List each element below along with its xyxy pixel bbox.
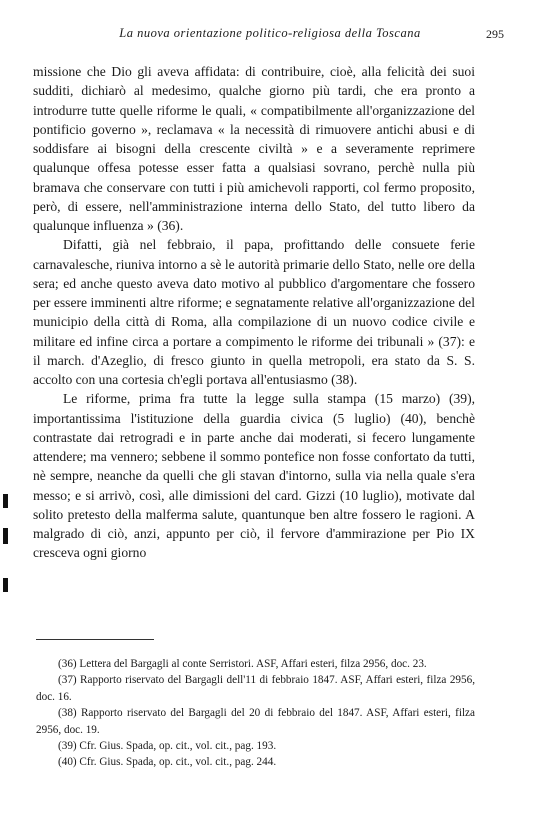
paragraph-continuation: missione che Dio gli aveva affidata: di contribuire, cioè, alla felicità dei suoi sudditi, dichiarò al medesimo, qualche giorno più tardi, che era pronto a introdurre tutte quelle riforme le quali, « compatibilmente all'organizzazione del pontificio governo », reclamava « la necessità di rimuovere antichi abusi e di soddisfare ai bisogni della crescente civiltà » e a severamente reprimere qualunque offesa potesse esser fatta a qualsiasi sovrano, perchè nulla più bramava che conservare con tutti i più amichevoli rapporti, col fermo proposito, però, di essere, nell'amministrazione interna dello Stato, del tutto libero da qualunque influenza » (36).	[33, 64, 475, 233]
footnote: (38) Rapporto riservato del Bargagli del 20 di febbraio del 1847. ASF, Affari esteri, filza 2956, doc. 19.	[36, 707, 475, 736]
footnote: (40) Cfr. Gius. Spada, op. cit., vol. cit., pag. 244.	[58, 756, 277, 769]
footnote: (37) Rapporto riservato del Bargagli dell'11 di febbraio 1847. ASF, Affari esteri, filza 2956, doc. 16.	[36, 674, 475, 703]
margin-scan-mark	[3, 494, 8, 508]
margin-scan-mark	[3, 578, 8, 592]
page-number: 295	[486, 27, 504, 41]
main-text	[33, 62, 475, 563]
footnote: (39) Cfr. Gius. Spada, op. cit., vol. cit., pag. 193.	[58, 740, 277, 753]
footnote-separator	[36, 639, 154, 640]
paragraph: Le riforme, prima fra tutte la legge sulla stampa (15 marzo) (39), importantissima l'istituzione della guardia civica (5 luglio) (40), benchè contrastate dai retrogradi e in parte anche dai moderati, si fecero lungamente attendere; ma vennero; sebbene il sommo pontefice non fosse confortato da tutti, nè sempre, neanche da quelli che gli stavan d'intorno, sulla via nella quale s'era messo; e si arrivò, così, alle dimissioni del card. Gizzi (10 luglio), motivate dal solito pretesto della malferma salute, quantunque ben altre fossero le ragioni. A malgrado di ciò, anzi, appunto per ciò, il fervore d'ammirazione per Pio IX cresceva ogni giorno	[33, 391, 475, 561]
margin-scan-mark	[3, 528, 8, 544]
footnote: (36) Lettera del Bargagli al conte Serristori. ASF, Affari esteri, filza 2956, doc. 23.	[58, 658, 427, 670]
footnotes	[36, 656, 475, 771]
paragraph: Difatti, già nel febbraio, il papa, profittando delle consuete ferie carnavalesche, riuniva intorno a sè le autorità primarie dello Stato, nelle ore della sera; ed anche questo aveva dato motivo al pubblico d'argomentare che fossero per essere imminenti altre riforme; e segnatamente relative all'organizzazione del municipio della città di Roma, alla compilazione di un nuovo codice civile e militare ed infine circa a portare a compimento le riforme dei tribunali » (37): e il march. d'Azeglio, di fresco giunto in quella metropoli, era stato da S. S. accolto con una cortesia ch'egli portava all'entusiasmo (38).	[33, 237, 475, 387]
running-title: La nuova orientazione politico-religiosa della Toscana	[119, 26, 421, 40]
